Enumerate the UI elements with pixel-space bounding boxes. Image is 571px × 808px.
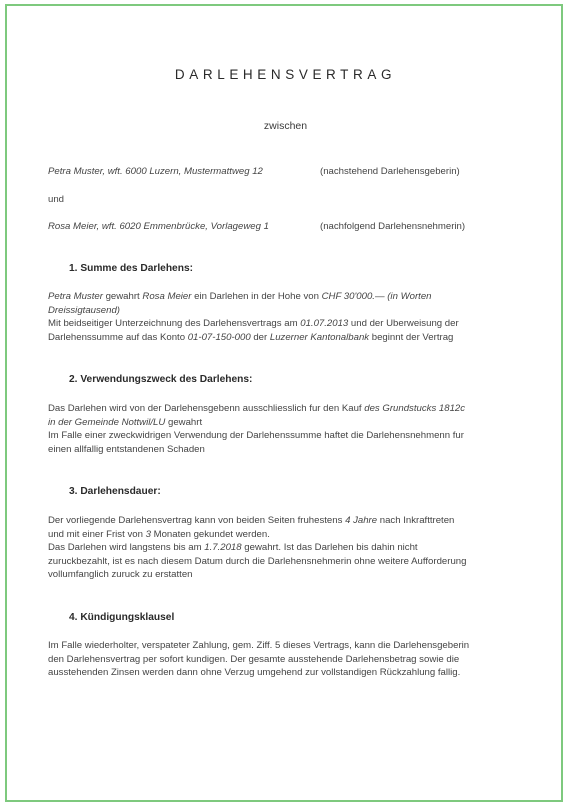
section2-heading: 2. Verwendungszweck des Darlehens: <box>69 374 253 385</box>
section1-heading: 1. Summe des Darlehens: <box>69 263 193 274</box>
party2-name: Rosa Meier, wft. 6020 Emmenbrücke, Vorlageweg 1 <box>48 221 269 232</box>
party1-role: (nachstehend Darlehensgeberin) <box>320 166 460 177</box>
section1-body: Petra Muster gewahrt Rosa Meier ein Darlehen in der Hohe von CHF 30'000.— (in Worten Dreissigtausend) Mit beidseitiger Unterzeichnung des Darlehensvertrags am 01.07.2013 und der Uberweisung der Darlehenssumme auf das Konto 01-07-150-000 der Luzerner Kantonalbank beginnt der Vertrag <box>48 291 459 343</box>
lender-name: Petra Muster <box>48 291 103 302</box>
between-label: zwischen <box>263 120 308 132</box>
signing-date: 01.07.2013 <box>300 318 349 330</box>
section3-heading: 3. Darlehensdauer: <box>69 486 161 497</box>
section4-heading: 4. Kündigungsklausel <box>69 612 175 623</box>
account-number: 01-07-150-000 <box>187 331 251 343</box>
and-label: und <box>48 194 65 205</box>
loan-amount: CHF 30'000.— (in Worten <box>321 291 432 302</box>
party1-name: Petra Muster, wft. 6000 Luzern, Mustermattweg 12 <box>48 166 263 177</box>
section2-body: Das Darlehen wird von der Darlehensgebenn ausschliesslich fur den Kauf des Grundstucks 1812c in der Gemeinde Nottwil/LU gewahrt Im Falle einer zweckwidrigen Verwendung der Darlehenssumme haftet die Darlehensnehmenn fur einen allfallig entstandenen Schaden <box>48 403 466 455</box>
document-title: DARLEHENSVERTRAG <box>174 67 397 82</box>
borrower-name: Rosa Meier <box>142 291 192 302</box>
bank-name: Luzerner Kantonalbank <box>269 331 370 343</box>
section4-body: Im Falle wiederholter, verspateter Zahlung, gem. Ziff. 5 dieses Vertrags, kann die Darlehensgeberin den Darlehensvertrag per sofort kundigen. Der gesamte ausstehende Darlehensbetrag sowie die ausstehenden Zinsen werden dann ohne Verzug umgehend zur vollstandigen Rückzahlung fallig. <box>48 640 470 679</box>
party2-role: (nachfolgend Darlehensnehmerin) <box>320 221 466 232</box>
section3-body: Der vorliegende Darlehensvertrag kann von beiden Seiten fruhestens 4 Jahre nach Inkrafttreten und mit einer Frist von 3 Monaten gekundet werden. Das Darlehen wird langstens bis am 1.7.2018 gewahrt. Ist das Darlehen bis dahin nicht zuruckbezahlt, ist es nach diesem Datum durch die Darlehensnehmerin ohne weitere Aufforderung vollumfanglich zuruck zu erstatten <box>48 515 467 581</box>
